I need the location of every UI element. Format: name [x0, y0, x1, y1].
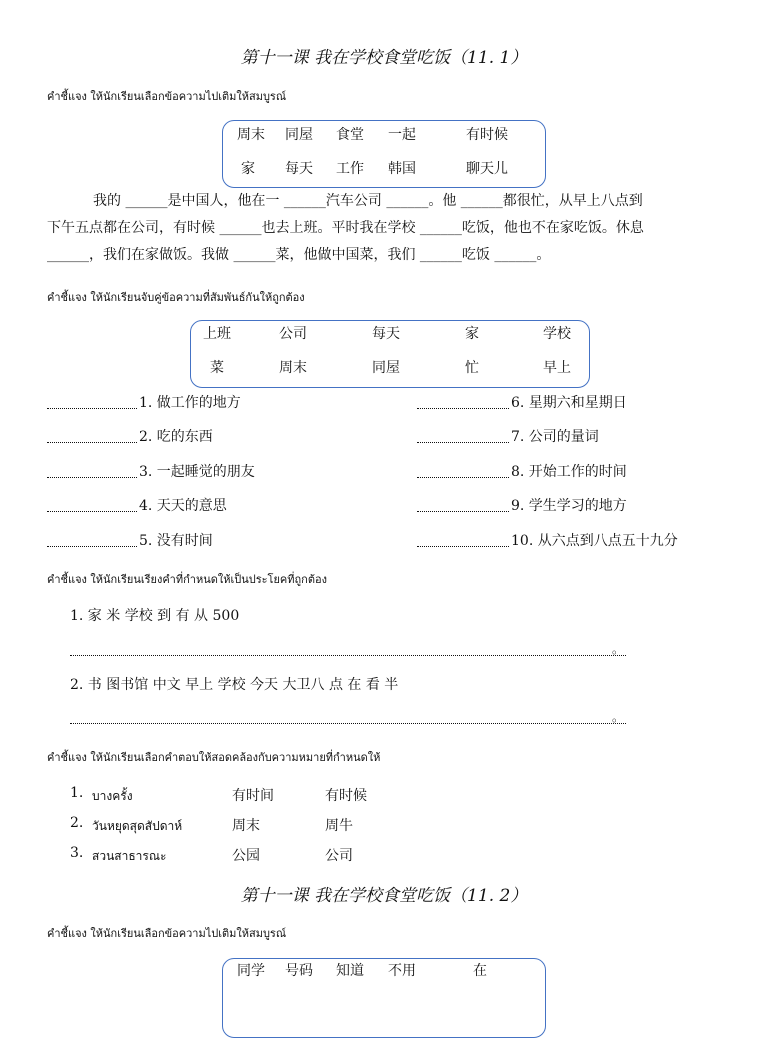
match-item: 9. 学生学习的地方: [417, 495, 747, 517]
word-bank-item: 菜: [210, 360, 224, 376]
line-end-mark: 。: [612, 710, 625, 724]
word-bank-item: 工作: [336, 161, 364, 177]
lesson-title: 第十一课 我在学校食堂吃饭（11. 1）: [240, 48, 528, 68]
word-bank-item: 同屋: [285, 127, 313, 143]
match-item: 1. 做工作的地方: [47, 392, 387, 414]
word-bank-item: 号码: [285, 963, 313, 979]
word-bank-item: 早上: [543, 360, 571, 376]
word-bank-item: 学校: [543, 326, 571, 342]
choice-prompt: บางครั้ง: [92, 789, 133, 803]
order-item: 2. 书 图书馆 中文 早上 学校 今天 大卫八 点 在 看 半: [70, 677, 399, 693]
answer-line[interactable]: [417, 394, 509, 409]
match-item: 8. 开始工作的时间: [417, 461, 747, 483]
paragraph-line: 我的 ______是中国人，他在一 ______汽车公司 ______。他 ______都很忙，从早上八点到: [93, 193, 643, 209]
word-bank-item: 周末: [279, 360, 307, 376]
word-bank-3: [222, 958, 546, 1038]
word-bank-item: 每天: [372, 326, 400, 342]
word-bank-2: [190, 320, 590, 388]
match-item: 3. 一起睡觉的朋友: [47, 461, 387, 483]
instruction-match: คำชี้แจง ให้นักเรียนจับคู่ข้อความที่สัมพันธ์กันให้ถูกต้อง: [47, 291, 305, 304]
choice-option-a[interactable]: 有时间: [232, 788, 274, 804]
order-item: 1. 家 米 学校 到 有 从 500: [70, 608, 240, 624]
choice-row: 2. วันหยุดสุดสัปดาห์ 周末 周牛: [70, 815, 353, 834]
answer-line[interactable]: [47, 463, 137, 478]
match-item: 10. 从六点到八点五十九分: [417, 530, 747, 552]
word-bank-item: 上班: [203, 326, 231, 342]
word-bank-1: [222, 120, 546, 188]
choice-row: 1. บางครั้ง 有时间 有时候: [70, 785, 367, 804]
fill-paragraph: [47, 188, 727, 269]
word-bank-item: 知道: [336, 963, 364, 979]
instruction-fill: คำชี้แจง ให้นักเรียนเลือกข้อความไปเติมให้สมบูรณ์: [47, 90, 287, 103]
answer-line[interactable]: [417, 428, 509, 443]
answer-line[interactable]: [417, 497, 509, 512]
match-item: 7. 公司的量词: [417, 426, 747, 448]
word-bank-item: 家: [465, 326, 479, 342]
word-bank-item: 同屋: [372, 360, 400, 376]
choice-option-b[interactable]: 公司: [325, 848, 353, 864]
match-item: 2. 吃的东西: [47, 426, 387, 448]
answer-line[interactable]: [47, 394, 137, 409]
word-bank-item: 不用: [388, 963, 416, 979]
choice-option-a[interactable]: 公园: [232, 848, 260, 864]
choice-prompt: วันหยุดสุดสัปดาห์: [92, 819, 183, 833]
match-item: 5. 没有时间: [47, 530, 387, 552]
choice-option-a[interactable]: 周末: [232, 818, 260, 834]
word-bank-item: 一起: [388, 127, 416, 143]
word-bank-item: 家: [241, 161, 255, 177]
instruction-choice: คำชี้แจง ให้นักเรียนเลือกคำตอบให้สอดคล้องกับความหมายที่กำหนดให้: [47, 751, 381, 764]
paragraph-line: 下午五点都在公司，有时候 ______也去上班。平时我在学校 ______吃饭，他也不在家吃饭。休息: [47, 220, 644, 236]
word-bank-item: 忙: [465, 360, 479, 376]
choice-prompt: สวนสาธารณะ: [92, 849, 167, 863]
instruction-fill-2: คำชี้แจง ให้นักเรียนเลือกข้อความไปเติมให้สมบูรณ์: [47, 927, 287, 940]
choice-option-b[interactable]: 周牛: [325, 818, 353, 834]
word-bank-item: 食堂: [336, 127, 364, 143]
word-bank-item: 聊天儿: [466, 161, 508, 177]
answer-line[interactable]: [417, 532, 509, 547]
answer-line[interactable]: [70, 722, 626, 724]
match-item: 4. 天天的意思: [47, 495, 387, 517]
word-bank-item: 在: [473, 963, 487, 979]
word-bank-item: 公司: [279, 326, 307, 342]
answer-line[interactable]: [47, 428, 137, 443]
paragraph-line: ______，我们在家做饭。我做 ______菜，他做中国菜，我们 ______吃饭 ______。: [47, 247, 551, 263]
word-bank-item: 每天: [285, 161, 313, 177]
match-item: 6. 星期六和星期日: [417, 392, 747, 414]
choice-option-b[interactable]: 有时候: [325, 788, 367, 804]
lesson-title-2: 第十一课 我在学校食堂吃饭（11. 2）: [240, 886, 528, 906]
word-bank-item: 同学: [237, 963, 265, 979]
answer-line[interactable]: [47, 497, 137, 512]
word-bank-item: 有时候: [466, 127, 508, 143]
answer-line[interactable]: [417, 463, 509, 478]
choice-row: 3. สวนสาธารณะ 公园 公司: [70, 845, 353, 864]
instruction-order: คำชี้แจง ให้นักเรียนเรียงคำที่กำหนดให้เป็นประโยคที่ถูกต้อง: [47, 573, 327, 586]
answer-line[interactable]: [70, 654, 626, 656]
line-end-mark: 。: [612, 642, 625, 656]
word-bank-item: 韩国: [388, 161, 416, 177]
word-bank-item: 周末: [237, 127, 265, 143]
answer-line[interactable]: [47, 532, 137, 547]
